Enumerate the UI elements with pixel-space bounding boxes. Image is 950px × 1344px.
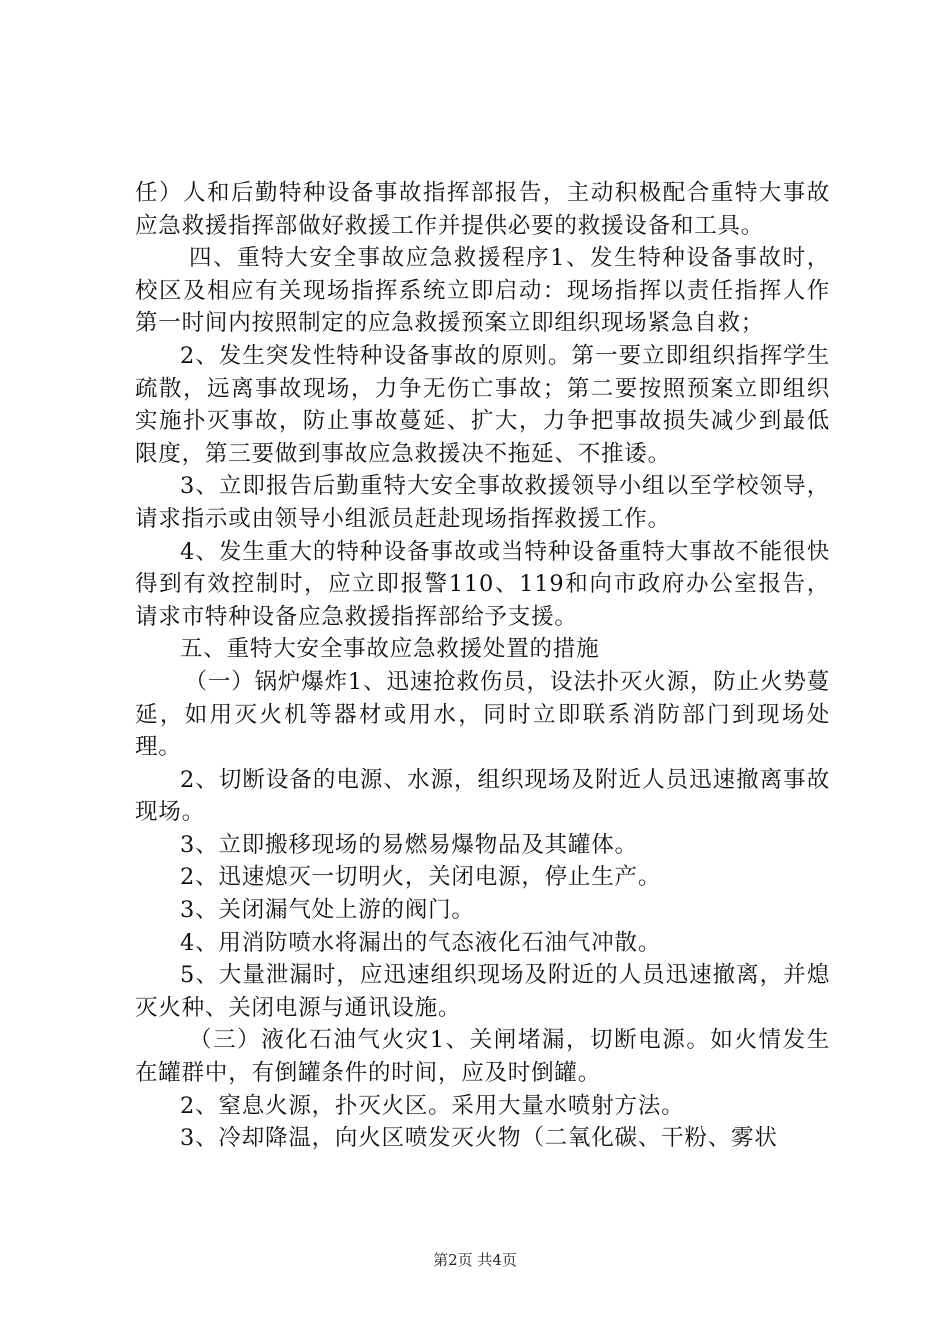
- paragraph-0: 任）人和后勤特种设备事故指挥部报告，主动积极配合重特大事故应急救援指挥部做好救援工作并提供必要的救援设备和工具。: [135, 180, 830, 239]
- paragraph-14: 2、窒息火源，扑灭火区。采用大量水喷射方法。: [180, 1092, 685, 1119]
- paragraph-11: 4、用消防喷水将漏出的气态液化石油气冲散。: [180, 929, 662, 956]
- page-number-label: 第2页 共4页: [433, 1251, 517, 1269]
- paragraph-15: 3、冷却降温，向火区喷发灭火物（二氧化碳、干粉、雾状: [180, 1125, 778, 1152]
- paragraph-10: 3、关闭漏气处上游的阀门。: [180, 897, 475, 924]
- paragraph-6: （一）锅炉爆炸1、迅速抢救伤员，设法扑灭火源，防止火势蔓延，如用灭火机等器材或用水，同时立即联系消防部门到现场处理。: [135, 668, 830, 761]
- paragraph-9: 2、迅速熄灭一切明火，关闭电源，停止生产。: [180, 864, 662, 891]
- paragraph-3: 3、立即报告后勤重特大安全事故救援领导小组以至学校领导，请求指示或由领导小组派员赶赴现场指挥救援工作。: [135, 473, 830, 532]
- paragraph-2: 2、发生突发性特种设备事故的原则。第一要立即组织指挥学生疏散，远离事故现场，力争无伤亡事故；第二要按照预案立即组织实施扑灭事故，防止事故蔓延、扩大，力争把事故损失减少到最低限度，第三要做到事故应急救援决不拖延、不推诿。: [135, 342, 830, 467]
- paragraph-7: 2、切断设备的电源、水源，组织现场及附近人员迅速撤离事故现场。: [135, 766, 830, 826]
- page-footer: [0, 1249, 950, 1270]
- document-body: [135, 177, 830, 1155]
- paragraph-1: 四、重特大安全事故应急救援程序1、发生特种设备事故时，校区及相应有关现场指挥系统立即启动：现场指挥以责任指挥人作第一时间内按照制定的应急救援预案立即组织现场紧急自救；: [135, 245, 830, 337]
- paragraph-12: 5、大量泄漏时，应迅速组织现场及附近的人员迅速撤离，并熄灭火种、关闭电源与通讯设施。: [135, 962, 830, 1021]
- paragraph-5: 五、重特大安全事故应急救援处置的措施: [180, 636, 600, 663]
- paragraph-13: （三）液化石油气火灾1、关闸堵漏，切断电源。如火情发生在罐群中，有倒罐条件的时间，应及时倒罐。: [135, 1027, 830, 1087]
- paragraph-8: 3、立即搬移现场的易燃易爆物品及其罐体。: [180, 831, 638, 858]
- paragraph-4: 4、发生重大的特种设备事故或当特种设备重特大事故不能很快得到有效控制时，应立即报警110、119和向市政府办公室报告，请求市特种设备应急救援指挥部给予支援。: [135, 538, 830, 630]
